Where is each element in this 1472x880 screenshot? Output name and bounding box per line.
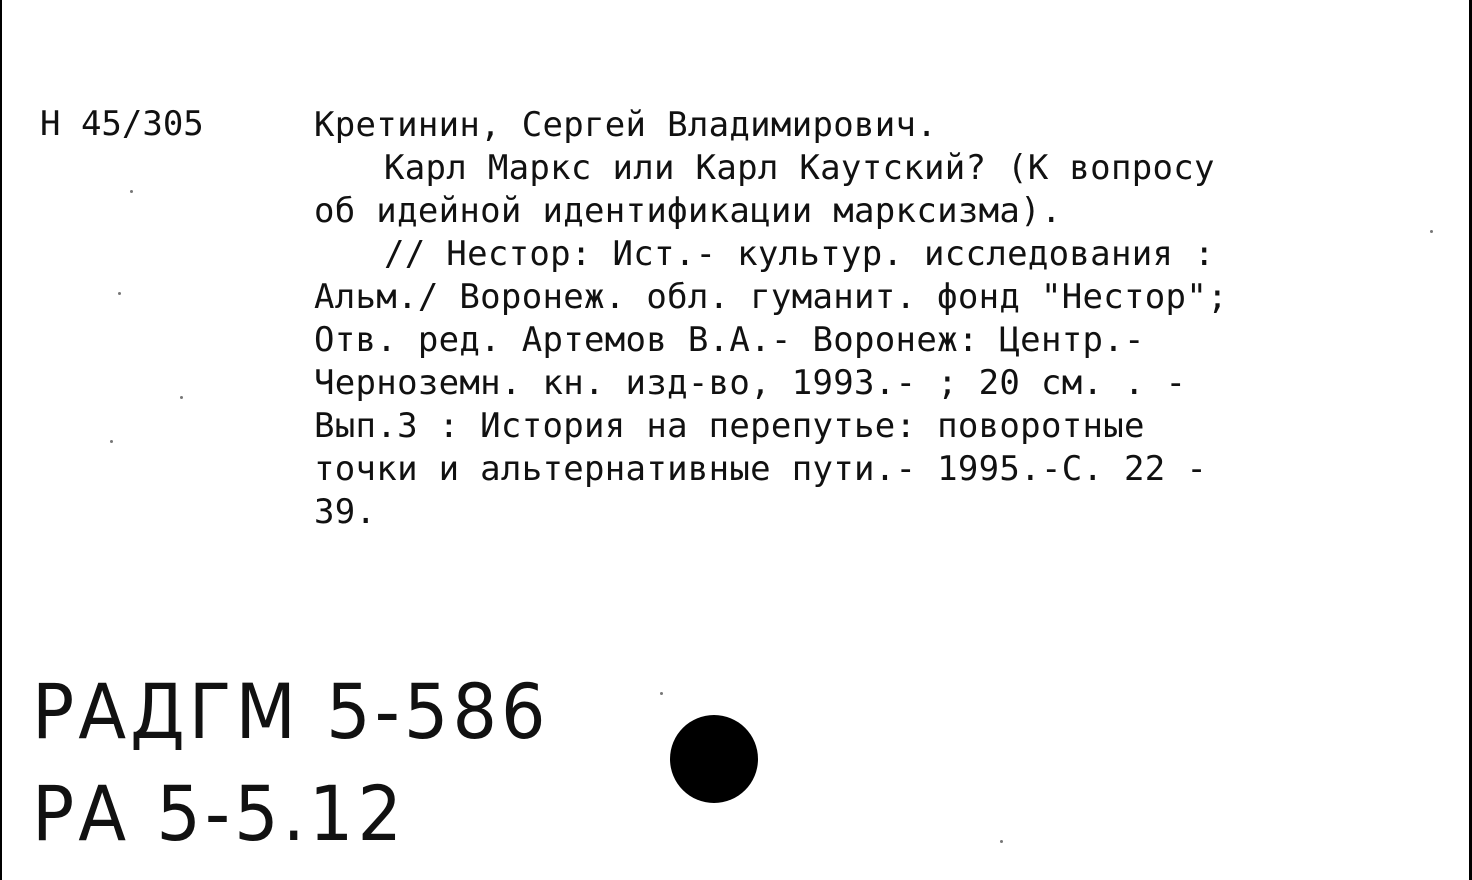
pages-end-line: 39.	[314, 492, 377, 532]
punch-hole	[670, 715, 758, 803]
source-publisher-line: Альм./ Воронеж. обл. гуманит. фонд "Нестор";	[314, 277, 1228, 317]
scan-speck	[130, 190, 133, 193]
shelfmark: Н 45/305	[40, 104, 204, 144]
scan-speck	[180, 396, 183, 399]
handwritten-call-number-2: РА 5-5.12	[32, 770, 407, 859]
author-line: Кретинин, Сергей Владимирович.	[314, 105, 938, 145]
scan-speck	[1430, 230, 1433, 233]
editor-line: Отв. ред. Артемов В.А.- Воронеж: Центр.-	[314, 320, 1145, 360]
issue-line: Вып.3 : История на перепутье: поворотные	[314, 406, 1145, 446]
pages-line: точки и альтернативные пути.- 1995.-С. 22 -	[314, 449, 1208, 489]
handwritten-call-number-1: РАДГМ 5-586	[32, 668, 550, 757]
title-line: Карл Маркс или Карл Каутский? (К вопросу	[384, 148, 1215, 188]
imprint-line: Черноземн. кн. изд-во, 1993.- ; 20 см. . -	[314, 363, 1187, 403]
scan-speck	[110, 440, 113, 443]
scan-speck	[1000, 840, 1003, 843]
bibliographic-record	[314, 104, 1424, 534]
scan-speck	[660, 692, 663, 695]
title-continuation-line: об идейной идентификации марксизма).	[314, 191, 1062, 231]
scan-speck	[118, 292, 121, 295]
source-line: // Нестор: Ист.- культур. исследования :	[384, 234, 1215, 274]
card-left-edge	[0, 0, 2, 880]
